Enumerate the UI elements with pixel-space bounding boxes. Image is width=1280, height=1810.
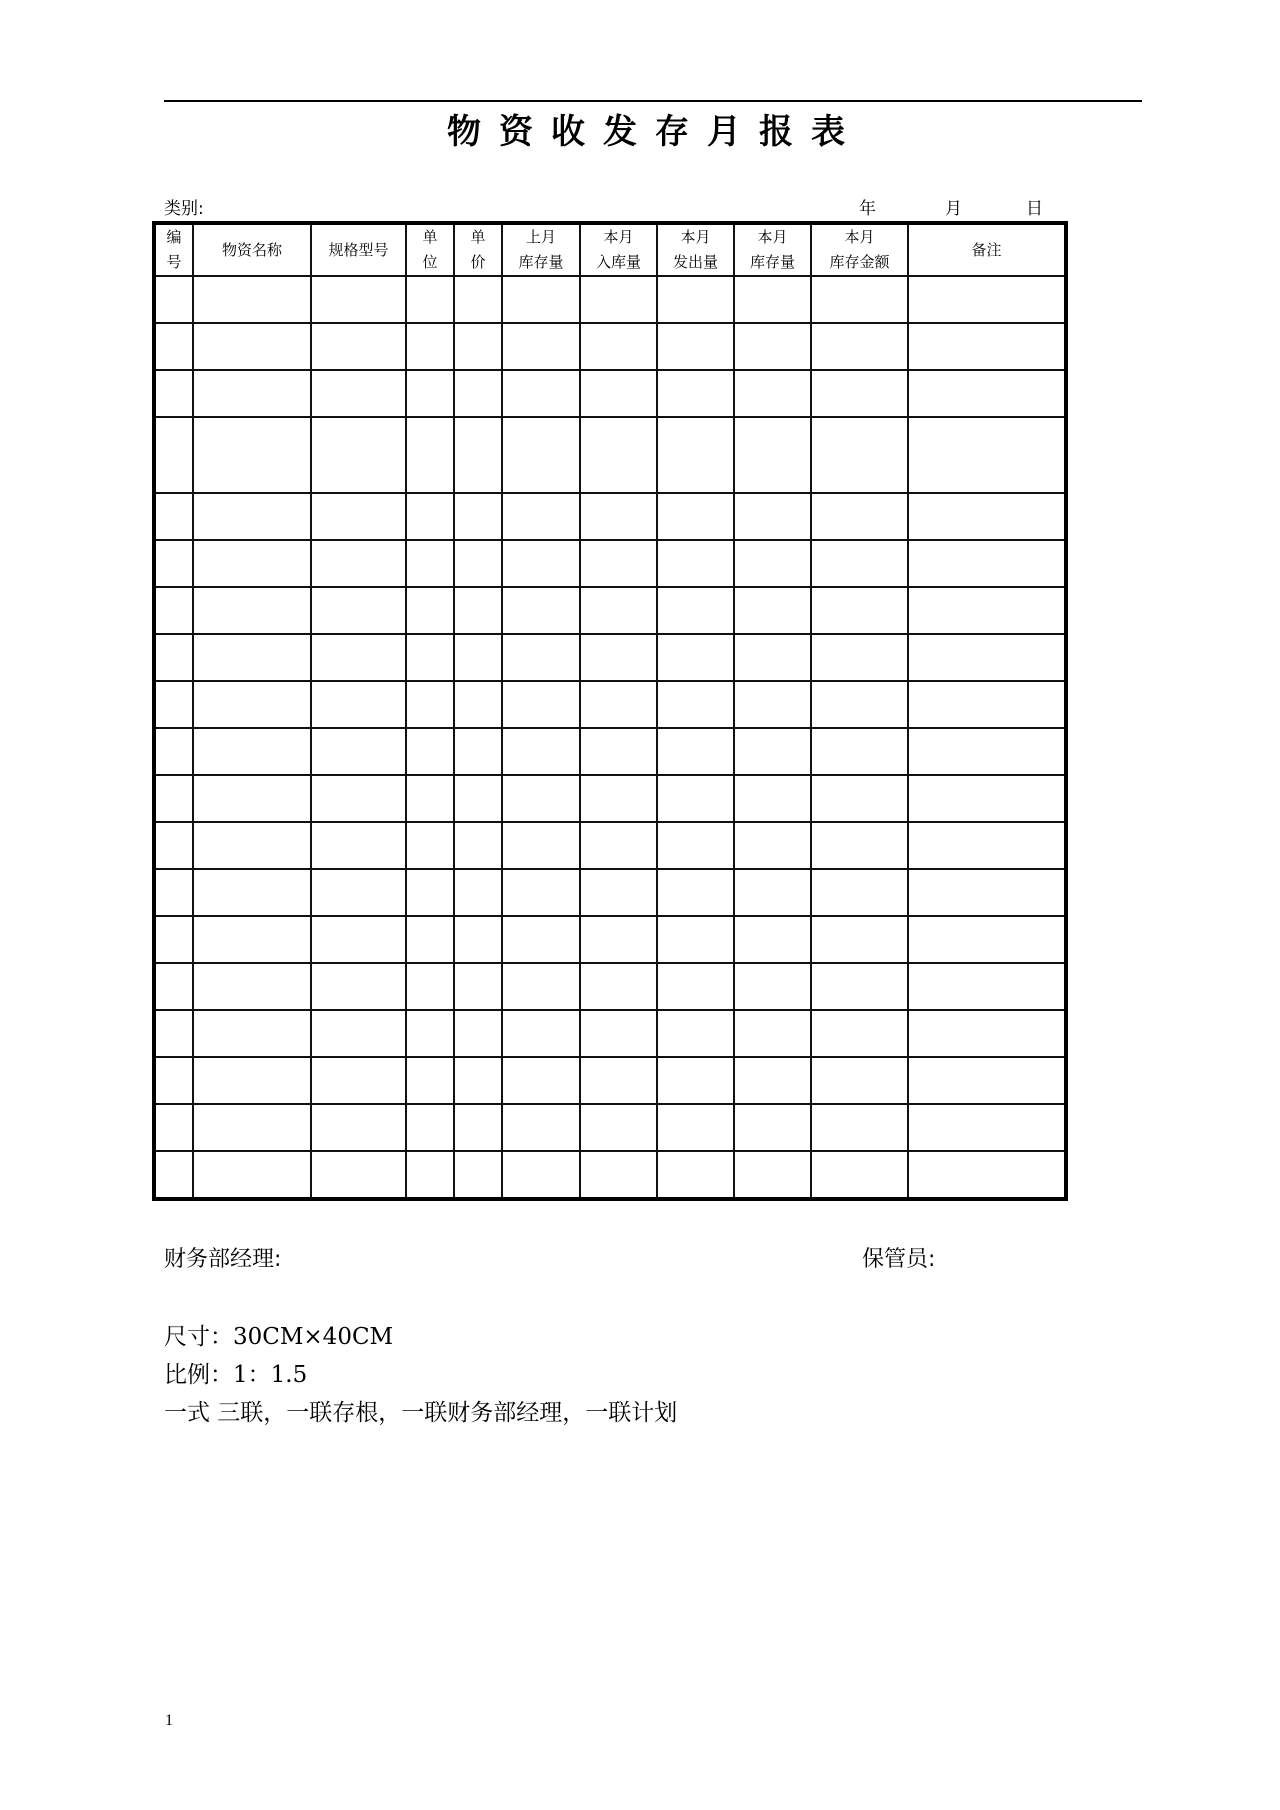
table-row	[154, 276, 1066, 323]
table-row	[154, 728, 1066, 775]
table-cell[interactable]	[657, 775, 734, 822]
table-cell[interactable]	[154, 869, 193, 916]
date-month-label: 月	[945, 199, 962, 219]
table-cell[interactable]	[193, 587, 311, 634]
table-cell[interactable]	[502, 1151, 580, 1199]
table-cell[interactable]	[311, 634, 406, 681]
table-cell[interactable]	[502, 869, 580, 916]
table-row	[154, 540, 1066, 587]
column-header-line1: 本月	[757, 228, 788, 246]
column-header-line2: 库存量	[749, 253, 795, 271]
scale-note: 比例：1：1.5	[164, 1362, 308, 1388]
table-cell[interactable]	[311, 587, 406, 634]
table-cell[interactable]	[734, 681, 811, 728]
table-cell[interactable]	[311, 417, 406, 493]
table-cell[interactable]	[580, 1010, 657, 1057]
table-cell[interactable]	[580, 775, 657, 822]
table-cell[interactable]	[734, 417, 811, 493]
table-cell[interactable]	[502, 916, 580, 963]
table-cell[interactable]	[406, 916, 454, 963]
table-cell[interactable]	[580, 869, 657, 916]
table-row	[154, 869, 1066, 916]
table-cell[interactable]	[734, 323, 811, 370]
table-row	[154, 1104, 1066, 1151]
column-header-line2: 号	[166, 253, 182, 271]
table-cell[interactable]	[454, 323, 502, 370]
table-cell[interactable]	[657, 1010, 734, 1057]
copies-note: 一式 三联，一联存根，一联财务部经理，一联计划	[164, 1400, 678, 1426]
column-header-line2: 发出量	[672, 253, 718, 271]
table-cell[interactable]	[734, 963, 811, 1010]
table-cell[interactable]	[406, 1104, 454, 1151]
table-cell[interactable]	[154, 916, 193, 963]
table-row	[154, 634, 1066, 681]
table-cell[interactable]	[406, 634, 454, 681]
column-header-line2: 位	[422, 253, 438, 271]
table-cell[interactable]	[311, 869, 406, 916]
table-cell[interactable]	[580, 540, 657, 587]
column-header	[580, 223, 657, 276]
table-cell[interactable]	[311, 1057, 406, 1104]
table-cell[interactable]	[580, 276, 657, 323]
table-cell[interactable]	[734, 540, 811, 587]
table-cell[interactable]	[502, 963, 580, 1010]
table-cell[interactable]	[734, 1104, 811, 1151]
column-header-line1: 单	[422, 228, 438, 246]
table-cell[interactable]	[154, 417, 193, 493]
table-row	[154, 417, 1066, 493]
table-cell[interactable]	[311, 493, 406, 540]
table-cell[interactable]	[502, 1104, 580, 1151]
table-cell[interactable]	[908, 1010, 1066, 1057]
table-cell[interactable]	[454, 417, 502, 493]
table-cell[interactable]	[734, 775, 811, 822]
table-row	[154, 323, 1066, 370]
table-row	[154, 916, 1066, 963]
table-cell[interactable]	[454, 963, 502, 1010]
table-cell[interactable]	[657, 587, 734, 634]
table-cell[interactable]	[908, 634, 1066, 681]
table-cell[interactable]	[580, 634, 657, 681]
column-header-line1: 规格型号	[328, 240, 389, 259]
column-header-line2: 入库量	[595, 253, 641, 271]
table-cell[interactable]	[580, 493, 657, 540]
table-cell[interactable]	[502, 323, 580, 370]
table-row	[154, 1057, 1066, 1104]
table-cell[interactable]	[908, 1057, 1066, 1104]
table-cell[interactable]	[193, 276, 311, 323]
table-cell[interactable]	[154, 276, 193, 323]
table-cell[interactable]	[734, 370, 811, 417]
table-cell[interactable]	[406, 493, 454, 540]
table-cell[interactable]	[908, 493, 1066, 540]
table-cell[interactable]	[657, 276, 734, 323]
column-header-line1: 本月	[844, 228, 875, 246]
table-cell[interactable]	[502, 587, 580, 634]
table-cell[interactable]	[908, 323, 1066, 370]
table-cell[interactable]	[154, 634, 193, 681]
table-cell[interactable]	[154, 775, 193, 822]
table-cell[interactable]	[406, 417, 454, 493]
table-cell[interactable]	[811, 1151, 908, 1199]
table-cell[interactable]	[734, 822, 811, 869]
column-header	[811, 223, 908, 276]
table-header-row	[154, 223, 1066, 276]
table-cell[interactable]	[154, 493, 193, 540]
column-header	[193, 223, 311, 276]
column-header-line1: 单	[470, 228, 486, 246]
table-cell[interactable]	[311, 775, 406, 822]
column-header	[154, 223, 193, 276]
table-cell[interactable]	[811, 728, 908, 775]
table-cell[interactable]	[811, 1057, 908, 1104]
table-cell[interactable]	[811, 323, 908, 370]
table-cell[interactable]	[311, 276, 406, 323]
table-cell[interactable]	[908, 540, 1066, 587]
table-cell[interactable]	[406, 370, 454, 417]
table-cell[interactable]	[580, 1104, 657, 1151]
table-cell[interactable]	[193, 869, 311, 916]
table-cell[interactable]	[580, 1151, 657, 1199]
table-cell[interactable]	[908, 916, 1066, 963]
table-cell[interactable]	[193, 370, 311, 417]
table-cell[interactable]	[657, 1104, 734, 1151]
table-cell[interactable]	[193, 916, 311, 963]
table-cell[interactable]	[502, 775, 580, 822]
table-cell[interactable]	[502, 634, 580, 681]
size-note: 尺寸：30CM×40CM	[164, 1324, 394, 1350]
table-cell[interactable]	[406, 775, 454, 822]
table-cell[interactable]	[908, 370, 1066, 417]
table-cell[interactable]	[454, 1010, 502, 1057]
table-cell[interactable]	[811, 276, 908, 323]
table-cell[interactable]	[406, 681, 454, 728]
table-cell[interactable]	[454, 822, 502, 869]
table-cell[interactable]	[811, 540, 908, 587]
table-cell[interactable]	[193, 963, 311, 1010]
table-cell[interactable]	[811, 963, 908, 1010]
table-cell[interactable]	[657, 728, 734, 775]
table-row	[154, 775, 1066, 822]
table-row	[154, 822, 1066, 869]
table-cell[interactable]	[657, 869, 734, 916]
table-cell[interactable]	[734, 1151, 811, 1199]
table-cell[interactable]	[454, 276, 502, 323]
date-day-label: 日	[1026, 199, 1043, 219]
table-cell[interactable]	[406, 963, 454, 1010]
document-title: 物资收发存月报表	[447, 112, 863, 152]
table-cell[interactable]	[154, 1151, 193, 1199]
table-cell[interactable]	[406, 540, 454, 587]
table-row	[154, 963, 1066, 1010]
table-cell[interactable]	[193, 775, 311, 822]
column-header-line2: 库存金额	[829, 253, 890, 271]
column-header-line1: 上月	[525, 228, 556, 246]
table-cell[interactable]	[734, 1057, 811, 1104]
table-cell[interactable]	[406, 869, 454, 916]
table-cell[interactable]	[193, 728, 311, 775]
table-cell[interactable]	[580, 681, 657, 728]
date-year-label: 年	[859, 199, 876, 219]
table-cell[interactable]	[454, 916, 502, 963]
column-header	[657, 223, 734, 276]
table-cell[interactable]	[580, 916, 657, 963]
table-cell[interactable]	[193, 540, 311, 587]
table-cell[interactable]	[811, 1010, 908, 1057]
column-header	[734, 223, 811, 276]
column-header-line1: 备注	[971, 240, 1002, 259]
table-cell[interactable]	[502, 276, 580, 323]
table-cell[interactable]	[454, 493, 502, 540]
table-cell[interactable]	[193, 681, 311, 728]
table-cell[interactable]	[908, 822, 1066, 869]
table-cell[interactable]	[193, 1010, 311, 1057]
table-cell[interactable]	[454, 1151, 502, 1199]
table-cell[interactable]	[154, 1057, 193, 1104]
table-cell[interactable]	[454, 1104, 502, 1151]
table-cell[interactable]	[311, 540, 406, 587]
table-cell[interactable]	[454, 728, 502, 775]
inventory-report-table	[152, 221, 1068, 1201]
table-cell[interactable]	[908, 587, 1066, 634]
table-cell[interactable]	[811, 587, 908, 634]
table-cell[interactable]	[580, 822, 657, 869]
table-cell[interactable]	[311, 822, 406, 869]
table-cell[interactable]	[154, 587, 193, 634]
table-cell[interactable]	[193, 1151, 311, 1199]
table-cell[interactable]	[454, 540, 502, 587]
table-cell[interactable]	[154, 1104, 193, 1151]
table-cell[interactable]	[311, 323, 406, 370]
table-cell[interactable]	[502, 1010, 580, 1057]
table-cell[interactable]	[580, 323, 657, 370]
table-cell[interactable]	[154, 323, 193, 370]
table-row	[154, 493, 1066, 540]
table-cell[interactable]	[193, 1057, 311, 1104]
table-cell[interactable]	[908, 963, 1066, 1010]
table-cell[interactable]	[908, 775, 1066, 822]
table-row	[154, 1010, 1066, 1057]
table-cell[interactable]	[811, 493, 908, 540]
table-cell[interactable]	[502, 681, 580, 728]
table-cell[interactable]	[908, 417, 1066, 493]
table-cell[interactable]	[811, 417, 908, 493]
column-header-line1: 编	[166, 228, 182, 246]
table-cell[interactable]	[580, 417, 657, 493]
column-header	[454, 223, 502, 276]
table-cell[interactable]	[908, 276, 1066, 323]
table-cell[interactable]	[734, 1010, 811, 1057]
table-cell[interactable]	[734, 728, 811, 775]
table-cell[interactable]	[193, 822, 311, 869]
table-cell[interactable]	[311, 963, 406, 1010]
table-cell[interactable]	[311, 1104, 406, 1151]
table-cell[interactable]	[580, 963, 657, 1010]
table-cell[interactable]	[580, 587, 657, 634]
column-header-line2: 价	[470, 253, 486, 271]
page-number: 1	[165, 1712, 173, 1729]
notes-block	[164, 1318, 677, 1432]
table-cell[interactable]	[154, 1010, 193, 1057]
table-cell[interactable]	[193, 417, 311, 493]
table-cell[interactable]	[502, 728, 580, 775]
table-cell[interactable]	[311, 1010, 406, 1057]
table-cell[interactable]	[657, 417, 734, 493]
table-cell[interactable]	[154, 681, 193, 728]
table-cell[interactable]	[454, 869, 502, 916]
table-cell[interactable]	[193, 323, 311, 370]
table-cell[interactable]	[406, 728, 454, 775]
table-cell[interactable]	[657, 822, 734, 869]
table-cell[interactable]	[193, 1104, 311, 1151]
column-header	[502, 223, 580, 276]
table-cell[interactable]	[734, 276, 811, 323]
table-cell[interactable]	[734, 634, 811, 681]
table-cell[interactable]	[908, 728, 1066, 775]
table-cell[interactable]	[657, 963, 734, 1010]
column-header-line1: 物资名称	[221, 240, 282, 259]
keeper-signature-label: 保管员:	[862, 1247, 936, 1272]
table-cell[interactable]	[154, 822, 193, 869]
table-cell[interactable]	[454, 634, 502, 681]
column-header-line2: 库存量	[518, 253, 564, 271]
table-cell[interactable]	[406, 822, 454, 869]
table-cell[interactable]	[811, 370, 908, 417]
top-rule	[164, 100, 1142, 102]
table-cell[interactable]	[811, 1104, 908, 1151]
table-cell[interactable]	[657, 540, 734, 587]
table-row	[154, 587, 1066, 634]
table-cell[interactable]	[734, 869, 811, 916]
table-cell[interactable]	[406, 587, 454, 634]
finance-manager-signature-label: 财务部经理:	[164, 1247, 282, 1272]
table-cell[interactable]	[406, 276, 454, 323]
table-cell[interactable]	[908, 1104, 1066, 1151]
table-cell[interactable]	[454, 681, 502, 728]
table-cell[interactable]	[502, 1057, 580, 1104]
table-cell[interactable]	[311, 370, 406, 417]
table-cell[interactable]	[454, 775, 502, 822]
column-header-line1: 本月	[603, 228, 634, 246]
table-cell[interactable]	[580, 1057, 657, 1104]
column-header	[406, 223, 454, 276]
table-cell[interactable]	[454, 587, 502, 634]
table-cell[interactable]	[454, 1057, 502, 1104]
table-cell[interactable]	[311, 728, 406, 775]
table-cell[interactable]	[154, 963, 193, 1010]
table-cell[interactable]	[657, 681, 734, 728]
table-cell[interactable]	[502, 370, 580, 417]
table-cell[interactable]	[811, 869, 908, 916]
table-cell[interactable]	[311, 916, 406, 963]
table-cell[interactable]	[657, 916, 734, 963]
table-cell[interactable]	[193, 493, 311, 540]
table-cell[interactable]	[734, 587, 811, 634]
table-cell[interactable]	[657, 634, 734, 681]
table-cell[interactable]	[811, 916, 908, 963]
table-cell[interactable]	[811, 822, 908, 869]
table-cell[interactable]	[154, 370, 193, 417]
table-cell[interactable]	[657, 1151, 734, 1199]
table-cell[interactable]	[734, 493, 811, 540]
column-header	[311, 223, 406, 276]
table-cell[interactable]	[657, 370, 734, 417]
table-cell[interactable]	[154, 540, 193, 587]
table-cell[interactable]	[502, 822, 580, 869]
table-cell[interactable]	[657, 1057, 734, 1104]
table-cell[interactable]	[811, 775, 908, 822]
table-cell[interactable]	[154, 728, 193, 775]
table-cell[interactable]	[580, 728, 657, 775]
table-cell[interactable]	[811, 634, 908, 681]
table-cell[interactable]	[657, 323, 734, 370]
table-cell[interactable]	[406, 323, 454, 370]
table-cell[interactable]	[502, 493, 580, 540]
table-cell[interactable]	[454, 370, 502, 417]
table-cell[interactable]	[657, 493, 734, 540]
table-cell[interactable]	[734, 916, 811, 963]
table-cell[interactable]	[908, 869, 1066, 916]
table-cell[interactable]	[406, 1010, 454, 1057]
table-cell[interactable]	[406, 1151, 454, 1199]
table-cell[interactable]	[908, 1151, 1066, 1199]
table-row	[154, 1151, 1066, 1199]
table-cell[interactable]	[811, 681, 908, 728]
table-cell[interactable]	[502, 417, 580, 493]
table-cell[interactable]	[406, 1057, 454, 1104]
table-cell[interactable]	[580, 370, 657, 417]
table-cell[interactable]	[311, 1151, 406, 1199]
category-label: 类别:	[164, 199, 204, 219]
column-header-line1: 本月	[680, 228, 711, 246]
table-row	[154, 681, 1066, 728]
column-header	[908, 223, 1066, 276]
table-cell[interactable]	[908, 681, 1066, 728]
table-row	[154, 370, 1066, 417]
table-cell[interactable]	[193, 634, 311, 681]
table-cell[interactable]	[502, 540, 580, 587]
table-cell[interactable]	[311, 681, 406, 728]
